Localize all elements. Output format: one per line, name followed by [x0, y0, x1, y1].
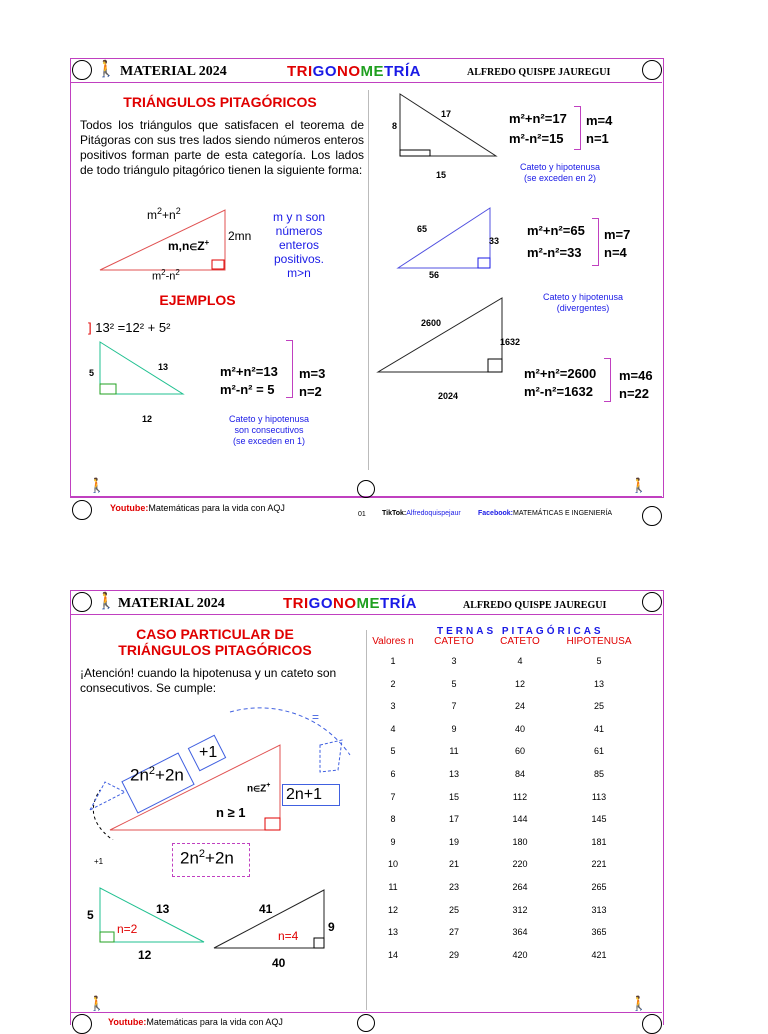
mn-note-line: positivos. [273, 252, 325, 266]
table-cell: 13 [448, 769, 459, 779]
ex2-side-c: 17 [441, 109, 452, 119]
example-equation: ] 13² =12² + 5² [88, 320, 171, 335]
table-row [368, 746, 648, 758]
table-row [368, 859, 648, 871]
table-cell: 5 [596, 656, 602, 666]
table-cell: 14 [387, 949, 398, 960]
table-cell: 3 [390, 701, 396, 712]
right-angle-mark [100, 932, 114, 942]
ex2-m-value: m=4 [586, 113, 613, 128]
tiktok-text: Alfredoquispejaur [406, 510, 461, 517]
small1-side-b: 12 [138, 948, 152, 962]
hyp-label: $m^2+n^2$ [147, 206, 181, 222]
page-2-header-line [70, 614, 662, 615]
arrow-dashed-icon [90, 782, 125, 810]
mn-note-line: enteros [278, 238, 320, 252]
ex1-m-value: m=3 [299, 366, 326, 381]
table-cell: 60 [514, 746, 525, 757]
footer-facebook [478, 510, 612, 517]
diagram-equals: = [312, 710, 320, 724]
triangle-65-56-33 [398, 208, 490, 268]
example-4-triangle [376, 296, 504, 374]
table-row [368, 769, 648, 781]
title-part: TRI [283, 595, 309, 612]
diagram-leg-label: 2n+1 [286, 786, 323, 803]
ex4-side-a: 1632 [500, 337, 521, 347]
table-cell: 145 [591, 814, 607, 825]
table-cell: 85 [593, 769, 604, 779]
ex2-formula-1: m²+n²=17 [509, 111, 567, 126]
small2-side-a: 9 [328, 920, 335, 934]
leg-m2-n2-label: $m^2-n^2$ [152, 268, 180, 283]
table-cell: 312 [512, 904, 528, 915]
header-cell: CATETO [500, 636, 540, 647]
table-cell: 25 [448, 904, 459, 915]
title-part: TRÍA [384, 63, 422, 80]
table-cell: 221 [591, 859, 607, 870]
header-title [287, 63, 421, 80]
mn-note-line: m y n son [272, 210, 326, 224]
table-cell: 27 [448, 927, 459, 938]
ex3-formula-2: m²-n²=33 [527, 245, 582, 260]
header-cell: CATETO [434, 636, 474, 647]
table-cell: 24 [514, 701, 525, 712]
right-angle-mark [265, 818, 280, 830]
facebook-text: MATEMÁTICAS E INGENIERÍA [513, 510, 613, 517]
small2-side-b: 40 [272, 956, 286, 970]
table-row [368, 814, 648, 826]
person-icon: 🚶 [630, 995, 648, 1011]
arc-dashed [230, 708, 350, 755]
domain-label: m,n∈Z+ [168, 238, 210, 253]
table-cell: 421 [591, 949, 607, 960]
ex1-side-c: 13 [158, 362, 169, 372]
ex4-formula-1: m²+n²=2600 [524, 366, 597, 381]
table-cell: 9 [451, 723, 457, 734]
ex4-formula-2: m²-n²=1632 [524, 384, 593, 399]
ex2-n-value: n=1 [586, 131, 609, 146]
ex3-side-c: 65 [417, 224, 428, 234]
title-part: GO [312, 63, 338, 80]
table-row [368, 679, 648, 691]
intro-paragraph: Todos los triángulos que satisfacen el teorema de Pitágoras con sus tres lados siendo números enteros positivos forman parte de esta categoría. Los lados de todo triángulo pitagórico tienen la siguiente forma: [80, 118, 364, 177]
clock-icon [642, 1014, 662, 1034]
header-material: MATERIAL 2024 [118, 596, 225, 611]
table-cell: 6 [390, 769, 396, 779]
ex4-m-value: m=46 [619, 368, 653, 383]
table-row [368, 927, 648, 939]
example-equation-text: 13² =12² + 5² [95, 320, 171, 335]
table-cell: 2 [390, 678, 396, 689]
section-title: TRIÁNGULOS PITAGÓRICOS [123, 94, 317, 110]
table-cell: 11 [388, 882, 398, 892]
tiktok-label: TikTok: [382, 510, 407, 517]
small1-side-c: 13 [156, 902, 170, 916]
header-cell: Valores n [372, 636, 414, 647]
ex1-note-line: son consecutivos [234, 425, 304, 435]
right-angle-mark [314, 938, 324, 948]
triangle-41-40-9 [214, 890, 324, 948]
header-title [283, 595, 417, 612]
table-cell: 84 [514, 769, 525, 779]
youtube-label: Youtube: [108, 1017, 147, 1027]
clock-icon [72, 500, 92, 520]
page-1-header-line [70, 82, 662, 83]
footer-tiktok [382, 510, 461, 517]
ex2-side-b: 15 [436, 170, 447, 180]
ex1-note-line: (se exceden en 1) [232, 436, 306, 446]
rotated-leg-dashed [320, 740, 342, 772]
mn-note-line: m>n [287, 266, 311, 280]
footer-youtube [108, 1017, 283, 1027]
page-2-footer-line [70, 1012, 662, 1013]
table-cell: 180 [512, 836, 528, 847]
diagram-domain: n∈Z+ [247, 782, 271, 795]
page-1-column-divider [368, 90, 369, 470]
person-icon: 🚶 [96, 593, 116, 610]
table-cell: 181 [591, 836, 607, 847]
triangle-13-12-5 [100, 888, 204, 942]
clock-icon [72, 592, 92, 612]
right-angle-mark [100, 384, 116, 394]
arc-dashed [93, 790, 120, 840]
youtube-text: Matemáticas para la vida con AQJ [146, 1017, 283, 1027]
right-angle-mark [400, 150, 430, 156]
title-part: NO [337, 63, 361, 80]
ex1-n-value: n=2 [299, 384, 322, 399]
ex1-formula-2: m²-n² = 5 [220, 382, 275, 397]
ex4-side-b: 2024 [438, 391, 459, 401]
table-cell: 264 [512, 882, 528, 892]
ex3-note-line: (divergentes) [556, 303, 610, 313]
ex1-note [214, 414, 324, 447]
brace-icon [574, 106, 581, 150]
ex2-note [505, 162, 615, 184]
table-cell: 4 [390, 723, 396, 734]
brace-icon [592, 218, 599, 266]
footer-page-number: 01 [358, 511, 366, 518]
example-1-triangle [98, 338, 188, 398]
table-row [368, 882, 648, 894]
right-angle-mark [488, 359, 502, 372]
person-icon: 🚶 [630, 477, 648, 493]
table-cell: 61 [593, 746, 604, 757]
table-cell: 13 [387, 927, 398, 938]
diagram-plus1b: +1 [94, 857, 104, 866]
small2-n: n=4 [278, 929, 299, 943]
table-cell: 10 [387, 859, 398, 870]
person-icon: 🚶 [88, 995, 106, 1011]
table-cell: 113 [591, 791, 607, 802]
right-angle-mark [478, 258, 490, 268]
ex1-side-b: 12 [142, 414, 153, 424]
table-cell: 19 [448, 836, 459, 847]
youtube-text: Matemáticas para la vida con AQJ [148, 503, 285, 513]
table-cell: 15 [448, 791, 459, 802]
table-cell: 7 [451, 701, 457, 712]
ex3-side-a: 33 [489, 236, 500, 246]
person-icon: 🚶 [96, 61, 116, 78]
table-cell: 9 [390, 836, 396, 847]
right-angle-mark [212, 260, 224, 269]
example-2-triangle [398, 92, 498, 160]
center-circle-icon [357, 1014, 375, 1032]
table-cell: 41 [593, 723, 604, 734]
table-row [368, 837, 648, 849]
youtube-label: Youtube: [110, 503, 149, 513]
brace-icon [604, 358, 611, 402]
table-cell: 40 [514, 723, 525, 734]
header-author: ALFREDO QUISPE JAUREGUI [467, 67, 611, 78]
leg-2mn-label: 2mn [228, 229, 252, 243]
table-cell: 364 [512, 927, 528, 938]
ex3-formula-1: m²+n²=65 [527, 223, 585, 238]
examples-title: EJEMPLOS [159, 292, 236, 308]
triangle-2600-2024-1632 [378, 298, 502, 372]
table-cell: 13 [593, 678, 604, 689]
diagram-hyp-label: $2n^2+2n$ [130, 765, 184, 785]
ex3-m-value: m=7 [604, 227, 631, 242]
table-title: TERNAS PITAGÓRICAS [437, 626, 604, 637]
table-cell: 21 [448, 859, 459, 870]
section-title-line: CASO PARTICULAR DE [136, 626, 294, 642]
table-header-row [368, 636, 648, 648]
table-cell: 12 [514, 678, 525, 689]
small2-side-c: 41 [259, 902, 273, 916]
clock-icon [642, 506, 662, 526]
center-circle-icon [357, 480, 375, 498]
ex2-note-line: Cateto y hipotenusa [519, 162, 601, 172]
ex2-formula-2: m²-n²=15 [509, 131, 564, 146]
table-cell: 29 [448, 949, 459, 960]
clock-icon [72, 60, 92, 80]
table-cell: 3 [451, 656, 457, 666]
table-cell: 4 [517, 656, 523, 666]
clock-icon [642, 592, 662, 612]
table-cell: 12 [387, 904, 398, 915]
ex4-side-c: 2600 [421, 318, 442, 328]
title-part: TRI [287, 63, 313, 80]
table-cell: 144 [512, 814, 528, 825]
title-part: ME [356, 595, 381, 612]
table-row [368, 724, 648, 736]
table-cell: 1 [390, 656, 396, 666]
section-title-line: TRIÁNGULOS PITAGÓRICOS [118, 642, 312, 658]
table-row [368, 792, 648, 804]
page-2-column-divider [366, 630, 367, 1010]
header-cell: HIPOTENUSA [566, 636, 632, 647]
table-cell: 8 [390, 814, 396, 825]
diagram-result-label: $2n^2+2n$ [180, 848, 234, 868]
table-row [368, 656, 648, 668]
ex3-n-value: n=4 [604, 245, 627, 260]
small1-side-a: 5 [87, 908, 94, 922]
ex3-note [528, 292, 638, 314]
title-part: NO [333, 595, 357, 612]
ex1-side-a: 5 [89, 368, 95, 378]
title-part: TRÍA [380, 595, 418, 612]
intro-paragraph: ¡Atención! cuando la hipotenusa y un cateto son consecutivos. Se cumple: [80, 666, 337, 695]
person-icon: 🚶 [88, 477, 106, 493]
mn-note-line: números [275, 224, 323, 238]
triangle-17-15-8 [400, 94, 496, 156]
table-row [368, 905, 648, 917]
triangle-13-12-5 [100, 342, 183, 394]
ex2-side-a: 8 [392, 121, 398, 131]
clock-icon [72, 1014, 92, 1034]
ex4-n-value: n=22 [619, 386, 649, 401]
diagram-plus1: +1 [199, 744, 218, 761]
small1-n: n=2 [117, 922, 138, 936]
table-cell: 313 [591, 904, 607, 915]
ex1-note-line: Cateto y hipotenusa [228, 414, 310, 424]
table-cell: 17 [448, 814, 459, 825]
table-row [368, 701, 648, 713]
table-cell: 5 [451, 678, 457, 689]
title-part: GO [308, 595, 334, 612]
ex3-note-line: Cateto y hipotenusa [542, 292, 624, 302]
table-cell: 365 [591, 927, 607, 938]
diagram-condition: n ≥ 1 [216, 805, 246, 820]
example-3-triangle [396, 206, 492, 270]
table-cell: 5 [390, 746, 396, 757]
table-cell: 220 [512, 859, 528, 870]
table-cell: 112 [512, 791, 528, 802]
table-cell: 420 [512, 949, 528, 960]
ex3-side-b: 56 [429, 270, 440, 280]
small-triangle-2 [212, 888, 328, 950]
header-material: MATERIAL 2024 [120, 64, 227, 79]
table-cell: 23 [448, 882, 459, 892]
table-cell: 265 [591, 882, 607, 892]
footer-youtube [110, 503, 285, 513]
section-title [80, 626, 350, 658]
small-triangle-1 [98, 886, 208, 944]
clock-icon [642, 60, 662, 80]
title-part: ME [360, 63, 385, 80]
table-cell: 11 [449, 746, 459, 757]
table-cell: 25 [593, 701, 604, 712]
header-author: ALFREDO QUISPE JAUREGUI [463, 600, 607, 611]
mn-note [262, 210, 336, 280]
table-cell: 7 [390, 791, 396, 802]
table-row [368, 950, 648, 962]
ex1-formula-1: m²+n²=13 [220, 364, 278, 379]
brace-icon [286, 340, 293, 398]
ex2-note-line: (se exceden en 2) [523, 173, 597, 183]
facebook-label: Facebook: [478, 510, 514, 517]
